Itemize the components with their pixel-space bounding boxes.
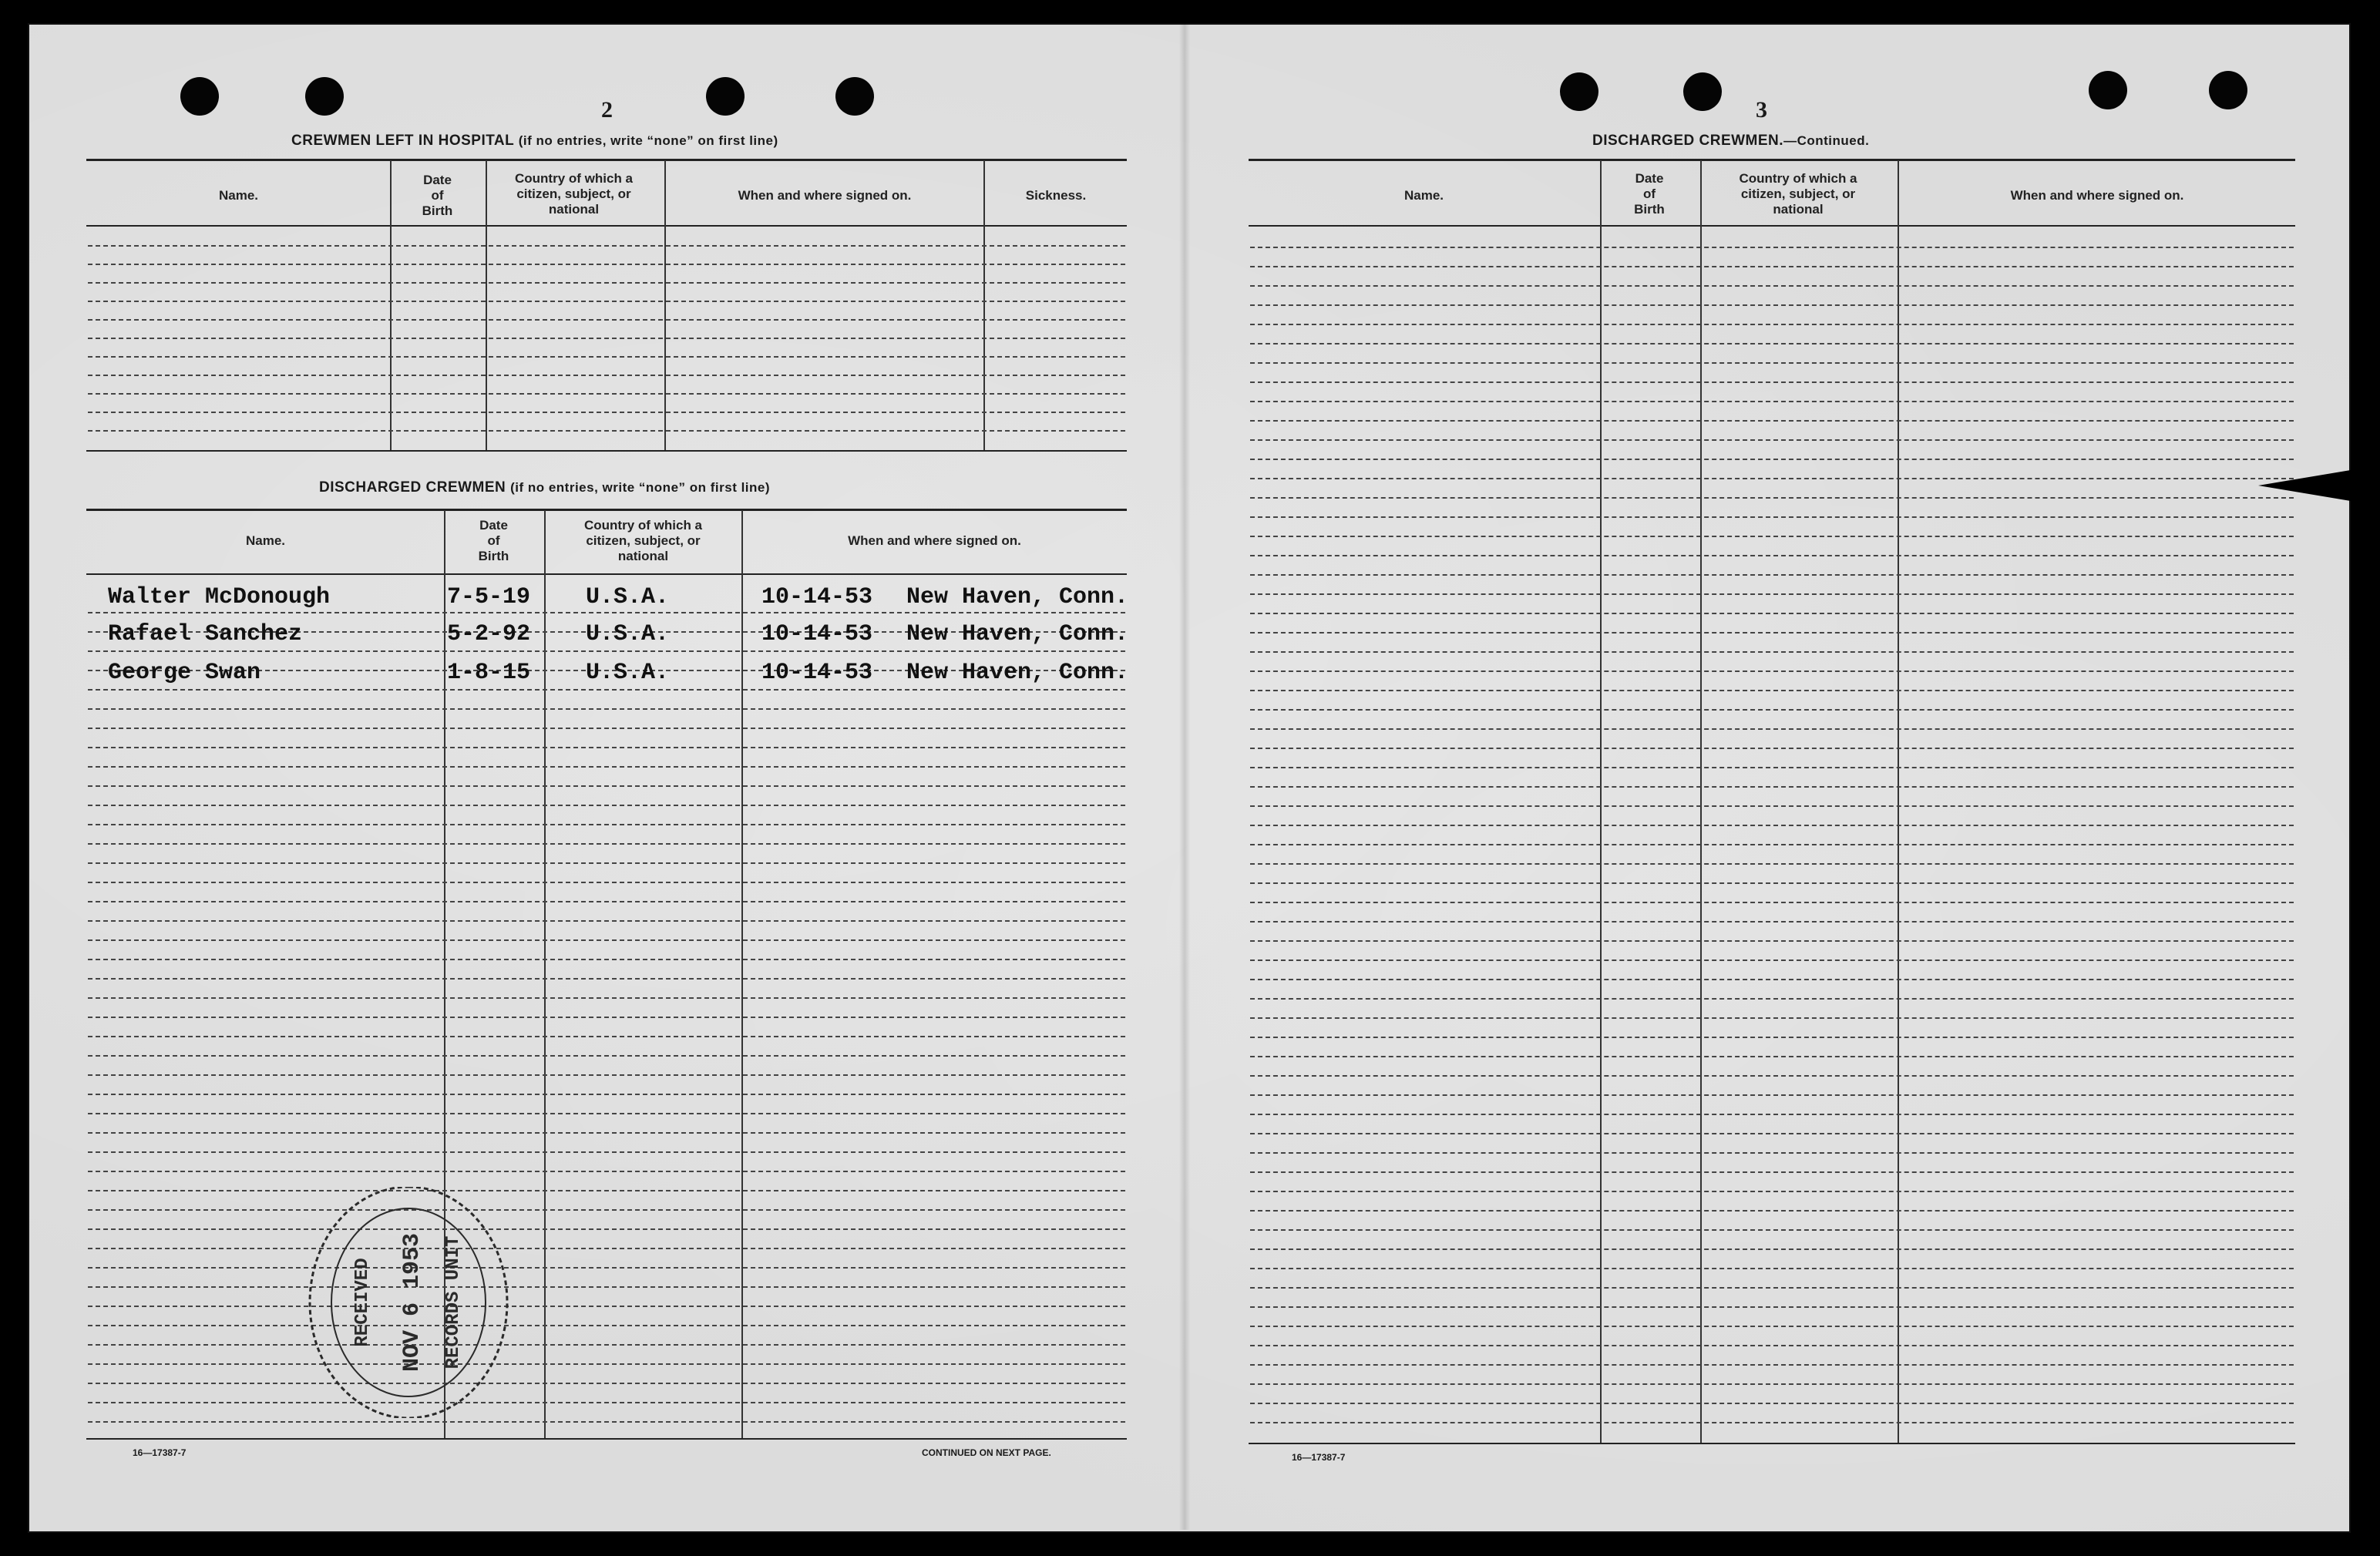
hospital-section-title	[291, 133, 778, 150]
table-top-rule	[1249, 159, 2295, 161]
ruled-line	[1250, 343, 2294, 344]
crewman-signed-date: 10-14-53	[761, 621, 873, 647]
ruled-line	[1250, 1075, 2294, 1077]
column-header-sickness: Sickness.	[1025, 188, 1087, 203]
ruled-line	[1250, 362, 2294, 364]
ruled-line	[88, 264, 1125, 265]
binder-hole	[1560, 72, 1598, 111]
ruled-line	[88, 978, 1125, 980]
ruled-line	[88, 1363, 1125, 1365]
ruled-line	[1250, 786, 2294, 788]
ruled-line	[88, 356, 1125, 358]
ruled-line	[1250, 632, 2294, 633]
ruled-line	[88, 1132, 1125, 1134]
ruled-line	[88, 1094, 1125, 1095]
binder-hole	[2209, 71, 2247, 109]
table-top-rule	[86, 509, 1127, 511]
ruled-line	[88, 920, 1125, 922]
ruled-line	[1250, 516, 2294, 518]
column-divider	[1600, 160, 1602, 1443]
ruled-line	[88, 1286, 1125, 1288]
ruled-line	[88, 843, 1125, 845]
ruled-line	[1250, 690, 2294, 691]
stamp-records-text: RECORDS UNIT	[443, 1235, 464, 1369]
ruled-line	[88, 766, 1125, 768]
received-stamp	[277, 1187, 540, 1418]
ruled-line	[1250, 1403, 2294, 1404]
ruled-line	[1250, 863, 2294, 865]
ruled-line	[1250, 381, 2294, 383]
ruled-line	[1250, 1306, 2294, 1308]
ruled-line	[1250, 1037, 2294, 1038]
ruled-line	[88, 959, 1125, 960]
ruled-line	[88, 1402, 1125, 1403]
ruled-line	[88, 430, 1125, 432]
crewman-signed-date: 10-14-53	[761, 660, 873, 686]
ruled-line	[88, 650, 1125, 652]
ruled-line	[88, 939, 1125, 941]
crewman-country: U.S.A.	[586, 621, 670, 647]
section-title-text: DISCHARGED CREWMEN	[319, 479, 506, 496]
ruled-line	[88, 319, 1125, 321]
table-bottom-rule	[1249, 1443, 2295, 1444]
column-divider	[741, 510, 743, 1438]
ruled-line	[1250, 805, 2294, 807]
crewman-name: George Swan	[108, 660, 261, 686]
ruled-line	[88, 1074, 1125, 1076]
ruled-line	[88, 338, 1125, 339]
table-bottom-rule	[86, 450, 1127, 452]
ruled-line	[1250, 266, 2294, 267]
ruled-line	[1250, 1210, 2294, 1212]
binder-hole	[180, 77, 219, 116]
ruled-line	[88, 245, 1125, 247]
column-divider	[1700, 160, 1702, 1443]
ruled-line	[1250, 1114, 2294, 1115]
ruled-line	[88, 862, 1125, 864]
ruled-line	[1250, 285, 2294, 287]
ruled-line	[1250, 940, 2294, 942]
ruled-line	[1250, 478, 2294, 479]
crewman-name: Walter McDonough	[108, 584, 331, 610]
ruled-line	[1250, 1287, 2294, 1289]
ruled-line	[1250, 670, 2294, 672]
column-divider	[983, 160, 985, 450]
ruled-line	[1250, 459, 2294, 460]
crewman-dob: 1-8-15	[447, 660, 531, 686]
ruled-line	[88, 1190, 1125, 1191]
ruled-line	[88, 1209, 1125, 1211]
ruled-line	[88, 1055, 1125, 1057]
ruled-line	[1250, 748, 2294, 749]
ruled-line	[1250, 959, 2294, 961]
ruled-line	[88, 805, 1125, 806]
column-divider	[1898, 160, 1899, 1443]
ruled-line	[1250, 1191, 2294, 1192]
ruled-line	[88, 612, 1125, 613]
ruled-line	[88, 689, 1125, 691]
ruled-line	[1250, 1248, 2294, 1250]
binder-hole	[835, 77, 874, 116]
ruled-line	[88, 997, 1125, 999]
ruled-line	[1250, 825, 2294, 826]
ruled-line	[88, 1325, 1125, 1326]
section-title-text: CREWMEN LEFT IN HOSPITAL	[291, 133, 514, 149]
ruled-line	[88, 1151, 1125, 1153]
page-fold	[1179, 23, 1190, 1530]
crewman-dob: 7-5-19	[447, 584, 531, 610]
ruled-line	[88, 1344, 1125, 1346]
section-note: (if no entries, write “none” on first line)	[518, 133, 778, 148]
ruled-line	[1250, 304, 2294, 306]
crewman-name: Rafael Sanchez	[108, 621, 303, 647]
ruled-line	[88, 728, 1125, 729]
right-section-title	[1592, 133, 1869, 150]
ruled-line	[88, 708, 1125, 710]
ruled-line	[1250, 998, 2294, 1000]
table-top-rule	[86, 159, 1127, 161]
ruled-line	[1250, 1017, 2294, 1019]
binder-hole	[305, 77, 344, 116]
ruled-line	[88, 412, 1125, 413]
column-header-country: Country of which a citizen, subject, or national	[1739, 171, 1857, 217]
ruled-line	[1250, 651, 2294, 653]
column-header-country: Country of which a citizen, subject, or national	[515, 171, 633, 217]
column-header-name: Name.	[218, 188, 259, 203]
form-number: 16—17387-7	[1292, 1452, 1346, 1463]
ruled-line	[88, 785, 1125, 787]
ruled-line	[1250, 979, 2294, 980]
column-header-signed-on: When and where signed on.	[738, 188, 912, 203]
ruled-line	[88, 1228, 1125, 1230]
binder-hole	[2089, 71, 2127, 109]
ruled-line	[1250, 882, 2294, 884]
page-number: 2	[601, 97, 613, 123]
crewman-signed-date: 10-14-53	[761, 584, 873, 610]
column-header-country: Country of which a citizen, subject, or national	[584, 518, 702, 563]
stamp-received-text: RECEIVED	[352, 1258, 373, 1347]
ruled-line	[88, 1383, 1125, 1384]
ruled-line	[1250, 613, 2294, 614]
column-header-dob: Date of Birth	[478, 518, 509, 563]
ruled-line	[1250, 1133, 2294, 1134]
column-header-dob: Date of Birth	[422, 173, 453, 218]
ruled-line	[1250, 1094, 2294, 1096]
ruled-line	[1250, 324, 2294, 325]
ruled-line	[1250, 1422, 2294, 1423]
crewman-country: U.S.A.	[586, 660, 670, 686]
crewman-signed-place: New Haven, Conn.	[906, 621, 1129, 647]
ruled-line	[1250, 767, 2294, 768]
header-bottom-rule	[86, 225, 1127, 227]
column-header-name: Name.	[1403, 188, 1444, 203]
crewman-signed-place: New Haven, Conn.	[906, 660, 1129, 686]
header-bottom-rule	[1249, 225, 2295, 227]
ruled-line	[88, 1036, 1125, 1037]
ruled-line	[88, 1017, 1125, 1018]
ruled-line	[1250, 497, 2294, 499]
bleed-through-text	[786, 228, 792, 251]
column-header-signed-on: When and where signed on.	[848, 533, 1021, 548]
ruled-line	[1250, 420, 2294, 422]
column-divider	[664, 160, 666, 450]
ruled-line	[1250, 555, 2294, 556]
column-header-signed-on: When and where signed on.	[2010, 188, 2184, 203]
ruled-line	[1250, 401, 2294, 402]
ruled-line	[1250, 247, 2294, 248]
ruled-line	[88, 1171, 1125, 1172]
ruled-line	[88, 824, 1125, 825]
ruled-line	[1250, 844, 2294, 845]
section-title-text: DISCHARGED CREWMEN.	[1592, 133, 1784, 149]
binder-hole	[1683, 72, 1722, 111]
ruled-line	[1250, 728, 2294, 730]
ruled-line	[88, 1306, 1125, 1307]
column-divider	[486, 160, 487, 450]
ruled-line	[88, 393, 1125, 395]
ruled-line	[1250, 1326, 2294, 1327]
stamp-date-text: NOV 6 1953	[399, 1232, 425, 1373]
crewman-country: U.S.A.	[586, 584, 670, 610]
ruled-line	[1250, 1152, 2294, 1154]
ruled-line	[88, 1248, 1125, 1249]
ruled-line	[88, 901, 1125, 902]
form-number: 16—17387-7	[133, 1447, 187, 1458]
column-header-name: Name.	[245, 533, 286, 548]
section-note: (if no entries, write “none” on first line)	[510, 480, 771, 495]
table-bottom-rule	[86, 1438, 1127, 1440]
ruled-line	[1250, 593, 2294, 595]
discharged-section-title	[319, 479, 770, 496]
ruled-line	[1250, 536, 2294, 537]
ruled-line	[1250, 1268, 2294, 1269]
ruled-line	[1250, 1056, 2294, 1057]
ruled-line	[1250, 1171, 2294, 1173]
ruled-line	[88, 1113, 1125, 1114]
header-bottom-rule	[86, 573, 1127, 575]
ruled-line	[88, 1421, 1125, 1423]
ruled-line	[1250, 921, 2294, 923]
section-title-suffix: —Continued.	[1783, 133, 1870, 148]
column-header-dob: Date of Birth	[1634, 171, 1665, 217]
column-divider	[390, 160, 392, 450]
ruled-line	[1250, 1383, 2294, 1385]
continued-note: CONTINUED ON NEXT PAGE.	[922, 1447, 1051, 1458]
page-number: 3	[1756, 97, 1767, 123]
binder-hole	[706, 77, 745, 116]
ruled-line	[1250, 709, 2294, 711]
ruled-line	[88, 1267, 1125, 1269]
ruled-line	[1250, 902, 2294, 903]
ruled-line	[88, 282, 1125, 284]
column-divider	[544, 510, 546, 1438]
ruled-line	[88, 882, 1125, 883]
ruled-line	[1250, 439, 2294, 441]
crewman-signed-place: New Haven, Conn.	[906, 584, 1129, 610]
ruled-line	[88, 301, 1125, 302]
ruled-line	[1250, 1364, 2294, 1366]
crewman-dob: 5-2-92	[447, 621, 531, 647]
ruled-line	[1250, 574, 2294, 576]
ruled-line	[88, 747, 1125, 748]
ruled-line	[88, 375, 1125, 376]
ruled-line	[1250, 1229, 2294, 1231]
ruled-line	[1250, 1345, 2294, 1346]
